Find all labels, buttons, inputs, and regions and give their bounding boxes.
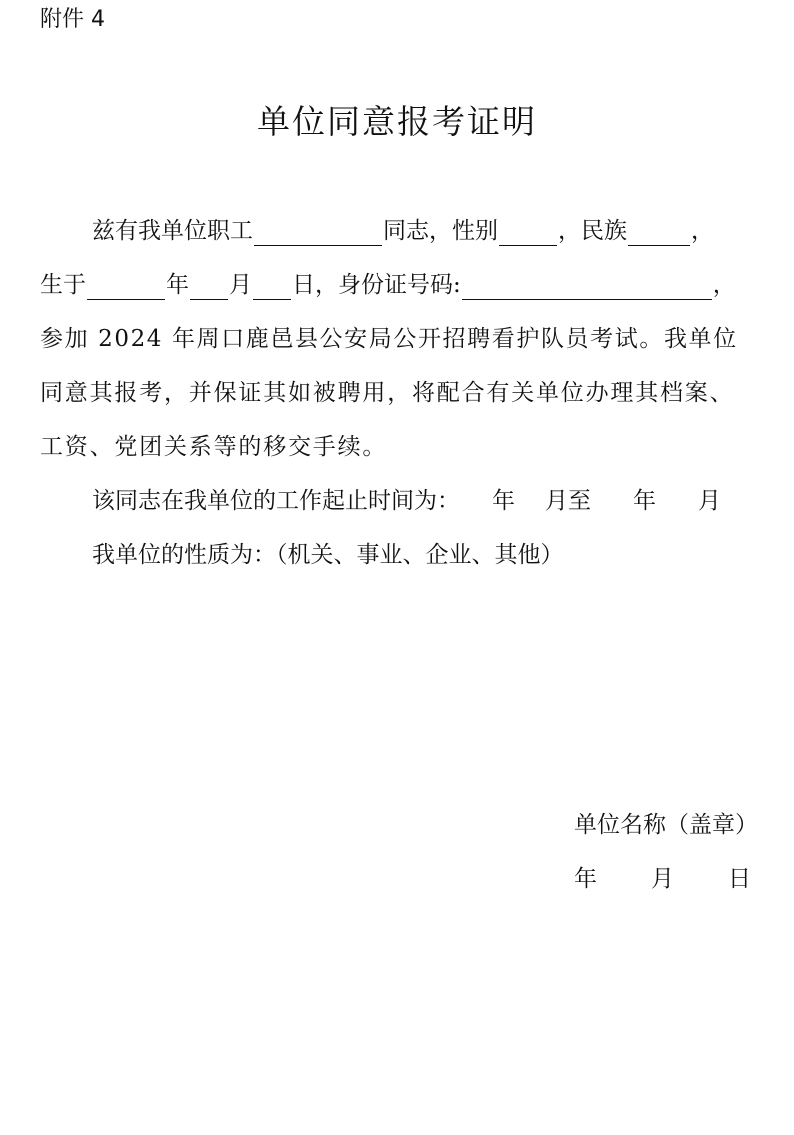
line6-year1: 年 (492, 488, 515, 514)
document-title: 单位同意报考证明 (257, 102, 537, 141)
birth-year-blank[interactable] (87, 270, 165, 300)
line6-month1: 月至 (545, 488, 591, 514)
signature-month: 月 (651, 866, 674, 892)
line1-after-gender: ，民族 (558, 218, 627, 244)
body-line-7 (92, 535, 757, 575)
id-number-blank[interactable] (462, 270, 712, 300)
name-blank[interactable] (254, 216, 382, 246)
gender-blank[interactable] (499, 216, 557, 246)
body-line-4 (40, 373, 757, 413)
line2-end: ， (712, 272, 736, 298)
birth-month-blank[interactable] (190, 270, 228, 300)
line1-after-name: 同志，性别 (383, 218, 498, 244)
line7-text: 我单位的性质为：（机关、事业、企业、其他） (92, 542, 564, 568)
body-line-5 (40, 427, 757, 467)
signature-year: 年 (574, 866, 597, 892)
signature-day: 日 (728, 866, 751, 892)
line6-prefix: 该同志在我单位的工作起止时间为： (92, 488, 460, 514)
body-line-3 (40, 319, 757, 359)
line2-month: 月 (229, 272, 252, 298)
line4-text: 同意其报考，并保证其如被聘用，将配合有关单位办理其档案、 (40, 380, 735, 406)
line3-text: 参加 2024 年周口鹿邑县公安局公开招聘看护队员考试。我单位 (40, 326, 738, 352)
birth-day-blank[interactable] (253, 270, 291, 300)
line6-month2: 月 (698, 488, 721, 514)
line1-prefix: 兹有我单位职工 (92, 218, 253, 244)
line2-year: 年 (166, 272, 189, 298)
ethnicity-blank[interactable] (628, 216, 690, 246)
signature-unit-name (574, 805, 774, 845)
signature-date (574, 859, 774, 899)
attachment-label: 附件 4 (40, 7, 105, 32)
body-line-1 (92, 211, 757, 251)
body-line-6 (92, 481, 757, 521)
line2-prefix: 生于 (40, 272, 86, 298)
line1-end: ， (691, 218, 714, 244)
body-line-2 (40, 265, 757, 305)
unit-name-seal-label: 单位名称（盖章） (574, 812, 758, 838)
line6-year2: 年 (633, 488, 656, 514)
line5-text: 工资、党团关系等的移交手续。 (40, 434, 388, 460)
line2-day: 日，身份证号码: (292, 272, 461, 298)
